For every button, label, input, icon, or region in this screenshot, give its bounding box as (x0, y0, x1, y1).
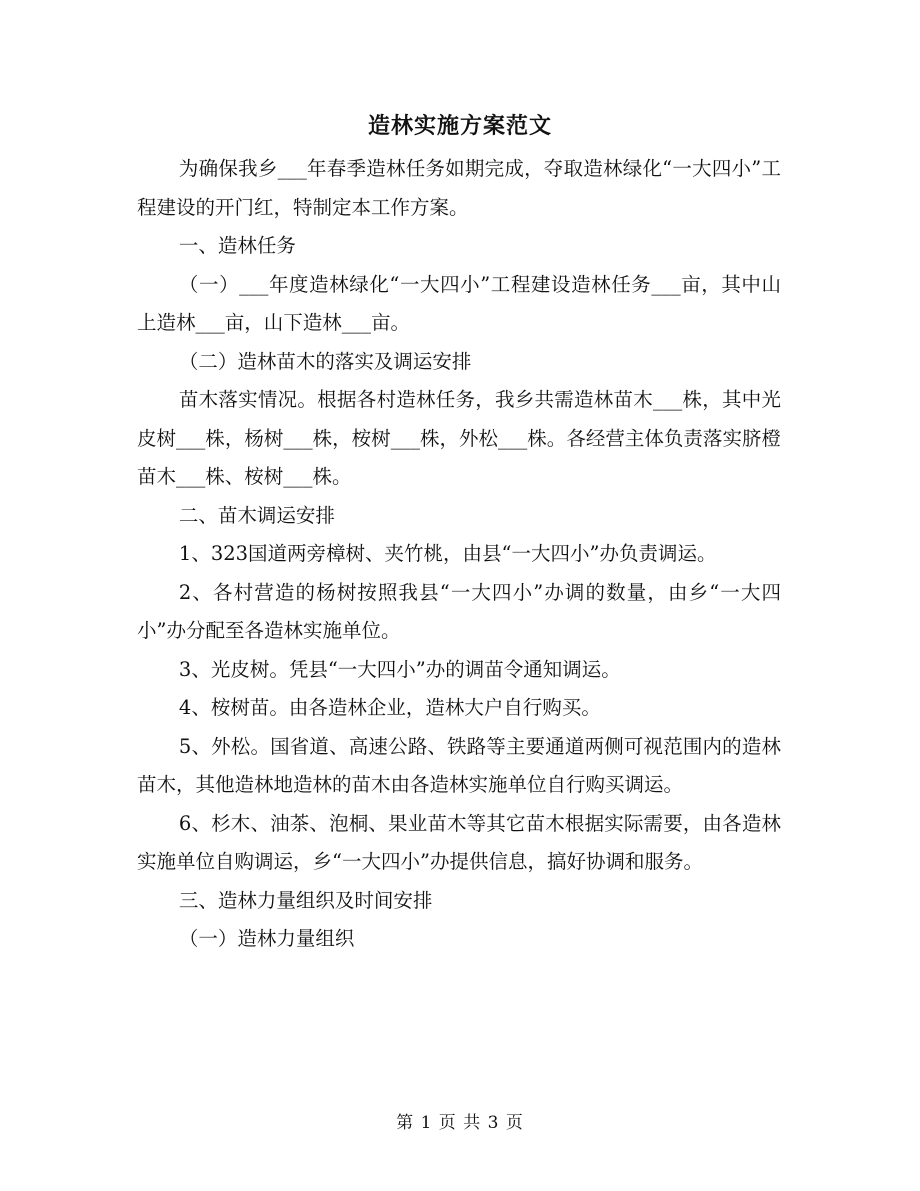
list-item-3: 3、光皮树。凭县“一大四小”办的调苗令通知调运。 (178, 657, 621, 681)
document-title: 造林实施方案范文 (367, 113, 552, 139)
paragraph-task-1: （一）___年度造林绿化“一大四小”工程建设造林任务___亩，其中山上造林___亩，山下造林___亩。 (137, 272, 781, 334)
list-item-1: 1、323国道两旁樟树、夹竹桃，由县“一大四小”办负责调运。 (178, 542, 717, 565)
heading-section-1: 一、造林任务 (178, 234, 296, 257)
paragraph-seedlings: 苗木落实情况。根据各村造林任务，我乡共需造林苗木___株，其中光皮树___株，杨树___株，桉树___株，外松___株。各经营主体负责落实脐橙苗木___株、桉树___株。 (137, 388, 781, 488)
heading-subsection-2: （二）造林苗木的落实及调运安排 (178, 349, 472, 373)
heading-subsection-3-1: （一）造林力量组织 (178, 927, 355, 950)
list-item-5: 5、外松。国省道、高速公路、铁路等主要通道两侧可视范围内的造林苗木，其他造林地造林的苗木由各造林实施单位自行购买调运。 (137, 734, 781, 796)
list-item-6: 6、杉木、油茶、泡桐、果业苗木等其它苗木根据实际需要，由各造林实施单位自购调运，乡“一大四小”办提供信息，搞好协调和服务。 (137, 811, 781, 873)
paragraph-intro: 为确保我乡___年春季造林任务如期完成，夺取造林绿化“一大四小”工程建设的开门红，特制定本工作方案。 (137, 157, 781, 219)
document-body (137, 150, 781, 959)
page-number-footer: 第 1 页 共 3 页 (396, 1113, 524, 1133)
list-item-2: 2、各村营造的杨树按照我县“一大四小”办调的数量，由乡“一大四小”办分配至各造林实施单位。 (137, 580, 781, 642)
heading-section-3: 三、造林力量组织及时间安排 (178, 888, 433, 912)
list-item-4: 4、桉树苗。由各造林企业，造林大户自行购买。 (178, 696, 601, 719)
heading-section-2: 二、苗木调运安排 (178, 503, 335, 527)
